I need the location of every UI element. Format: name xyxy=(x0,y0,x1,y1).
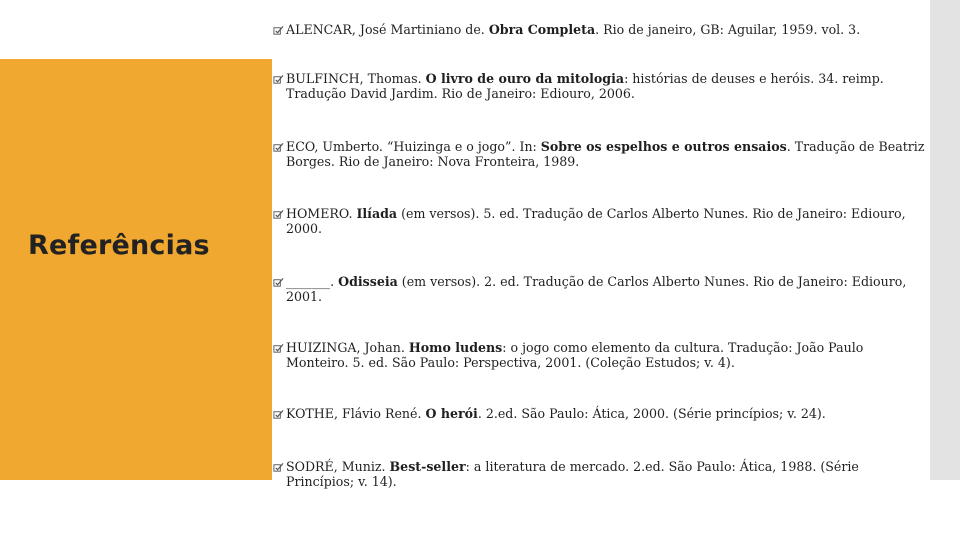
checkbox-bullet-icon xyxy=(273,460,286,473)
reference-details: (em versos). 5. ed. Tradução de Carlos Alberto Nunes. Rio de Janeiro: Ediouro, 2000. xyxy=(286,206,906,236)
reference-details: . 2.ed. São Paulo: Ática, 2000. (Série princípios; v. 24). xyxy=(477,406,826,421)
reference-author: SODRÉ, Muniz. xyxy=(286,459,390,474)
reference-item xyxy=(273,72,926,101)
checkbox-bullet-icon xyxy=(273,407,286,420)
checkbox-bullet-icon xyxy=(273,23,286,36)
reference-details: : o jogo como elemento da cultura. Tradução: João Paulo Monteiro. 5. ed. São Paulo: Perspectiva, 2001. (Coleção Estudos; v. 4). xyxy=(286,340,864,370)
reference-item xyxy=(273,407,926,422)
reference-item xyxy=(273,207,926,236)
reference-details: (em versos). 2. ed. Tradução de Carlos Alberto Nunes. Rio de Janeiro: Ediouro, 2001. xyxy=(286,274,907,304)
reference-item xyxy=(273,140,926,169)
reference-details: . Rio de janeiro, GB: Aguilar, 1959. vol. 3. xyxy=(595,22,861,37)
reference-author: ECO, Umberto. “Huizinga e o jogo”. In: xyxy=(286,139,541,154)
reference-author: HOMERO. xyxy=(286,206,357,221)
reference-item xyxy=(273,341,926,370)
reference-work-title: Odisseia xyxy=(338,274,398,289)
reference-author: ALENCAR, José Martiniano de. xyxy=(286,22,489,37)
checkbox-bullet-icon xyxy=(273,72,286,85)
checkbox-bullet-icon xyxy=(273,140,286,153)
reference-details: . Tradução de Beatriz Borges. Rio de Janeiro: Nova Fronteira, 1989. xyxy=(286,139,925,169)
reference-item xyxy=(273,460,926,489)
reference-work-title: Homo ludens xyxy=(408,340,503,355)
reference-author: HUIZINGA, Johan. xyxy=(286,340,409,355)
accent-panel xyxy=(0,59,272,480)
reference-item xyxy=(273,23,926,38)
slide-title: Referências xyxy=(28,230,210,261)
side-bar xyxy=(930,0,960,480)
checkbox-bullet-icon xyxy=(273,207,286,220)
reference-work-title: Sobre os espelhos e outros ensaios xyxy=(540,139,787,154)
reference-author: BULFINCH, Thomas. xyxy=(286,71,426,86)
reference-work-title: O herói xyxy=(425,406,478,421)
checkbox-bullet-icon xyxy=(273,275,286,288)
reference-item xyxy=(273,275,926,304)
reference-work-title: Obra Completa xyxy=(488,22,596,37)
reference-details: : histórias de deuses e heróis. 34. reimp. Tradução David Jardim. Rio de Janeiro: Ediouro, 2006. xyxy=(286,71,884,101)
reference-work-title: Ilíada xyxy=(356,206,398,221)
reference-work-title: Best-seller xyxy=(389,459,466,474)
reference-details: : a literatura de mercado. 2.ed. São Paulo: Ática, 1988. (Série Princípios; v. 14). xyxy=(286,459,859,489)
checkbox-bullet-icon xyxy=(273,341,286,354)
reference-author: _______. xyxy=(286,274,339,289)
reference-list xyxy=(273,0,923,540)
reference-work-title: O livro de ouro da mitologia xyxy=(425,71,625,86)
reference-author: KOTHE, Flávio René. xyxy=(286,406,426,421)
